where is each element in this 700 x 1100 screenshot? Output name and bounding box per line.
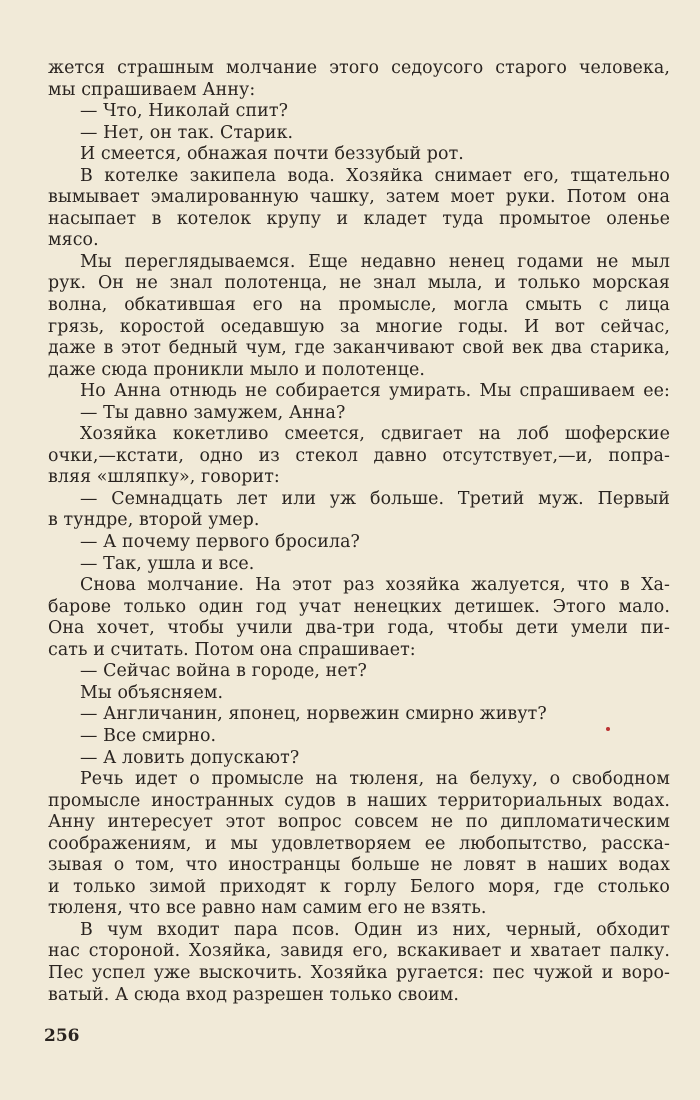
text-line: В котелке закипела вода. Хозяйка снимает его, тщательно xyxy=(80,165,670,186)
text-line: — Англичанин, японец, норвежин смирно живут? xyxy=(80,704,547,725)
text-line: вляя «шляпку», говорит: xyxy=(48,467,280,488)
text-line: — Ты давно замужем, Анна? xyxy=(80,402,346,423)
text-line: Анну интересует этот вопрос совсем не по дипломатическим xyxy=(48,812,670,833)
text-line: — Так, ушла и все. xyxy=(80,553,255,574)
text-line: очки,—кстати, одно из стекол давно отсутствует,—и, попра- xyxy=(48,445,670,466)
text-line: сать и считать. Потом она спрашивает: xyxy=(48,639,416,660)
text-line: даже сюда проникли мыло и полотенце. xyxy=(48,359,426,380)
text-line: и только зимой приходят к горлу Белого моря, где столько xyxy=(48,876,670,897)
text-line: В чум входит пара псов. Один из них, черный, обходит xyxy=(80,919,670,940)
text-line: промысле иностранных судов в наших территориальных водах. xyxy=(48,790,670,811)
text-line: в тундре, второй умер. xyxy=(48,510,260,531)
text-line: насыпает в котелок крупу и кладет туда промытое оленье xyxy=(48,208,670,229)
text-line: соображениям, и мы удовлетворяем ее любопытство, расска- xyxy=(48,833,670,854)
text-line: — Сейчас война в городе, нет? xyxy=(80,661,367,682)
text-line: Она хочет, чтобы учили два-три года, чтобы дети умели пи- xyxy=(48,618,670,639)
text-line: Хозяйка кокетливо смеется, сдвигает на лоб шоферские xyxy=(80,424,670,445)
text-line: ватый. А сюда вход разрешен только своим. xyxy=(48,984,459,1005)
page-number: 256 xyxy=(44,1026,80,1046)
text-line: Пес успел уже выскочить. Хозяйка ругается: пес чужой и воро- xyxy=(48,962,670,983)
text-line: зывая о том, что иностранцы больше не ловят в наших водах xyxy=(48,855,670,876)
text-line: барове только один год учат ненецких детишек. Этого мало. xyxy=(48,596,670,617)
text-line: — А почему первого бросила? xyxy=(80,532,360,553)
text-line: — Нет, он так. Старик. xyxy=(80,122,294,143)
text-line: тюленя, что все равно нам самим его не взять. xyxy=(48,898,487,919)
book-page-text xyxy=(48,58,670,1006)
text-line: вымывает эмалированную чашку, затем моет руки. Потом она xyxy=(48,187,670,208)
text-line: рук. Он не знал полотенца, не знал мыла, и только морская xyxy=(48,273,670,294)
text-line: И смеется, обнажая почти беззубый рот. xyxy=(80,144,464,165)
text-line: грязь, коростой оседавшую за многие годы. И вот сейчас, xyxy=(48,316,670,337)
text-line: — А ловить допускают? xyxy=(80,747,300,768)
text-line: волна, обкатившая его на промысле, могла смыть с лица xyxy=(48,295,670,316)
text-line: — Семнадцать лет или уж больше. Третий муж. Первый xyxy=(80,488,670,509)
text-line: Мы объясняем. xyxy=(80,682,224,703)
text-line: — Что, Николай спит? xyxy=(80,101,289,122)
text-line: Речь идет о промысле на тюленя, на белуху, о свободном xyxy=(80,769,670,790)
text-line: Снова молчание. На этот раз хозяйка жалуется, что в Ха- xyxy=(80,575,670,596)
text-line: жется страшным молчание этого седоусого старого человека, xyxy=(48,58,670,78)
text-line: даже в этот бедный чум, где заканчивают свой век два старика, xyxy=(48,338,670,359)
red-ink-speck xyxy=(606,727,610,731)
text-line: мясо. xyxy=(48,230,99,251)
text-line: — Все смирно. xyxy=(80,725,217,746)
text-line: Но Анна отнюдь не собирается умирать. Мы спрашиваем ее: xyxy=(80,381,670,402)
text-line: нас стороной. Хозяйка, завидя его, вскакивает и хватает палку. xyxy=(48,941,670,962)
text-line: мы спрашиваем Анну: xyxy=(48,79,256,100)
text-line: Мы переглядываемся. Еще недавно ненец годами не мыл xyxy=(80,251,670,272)
